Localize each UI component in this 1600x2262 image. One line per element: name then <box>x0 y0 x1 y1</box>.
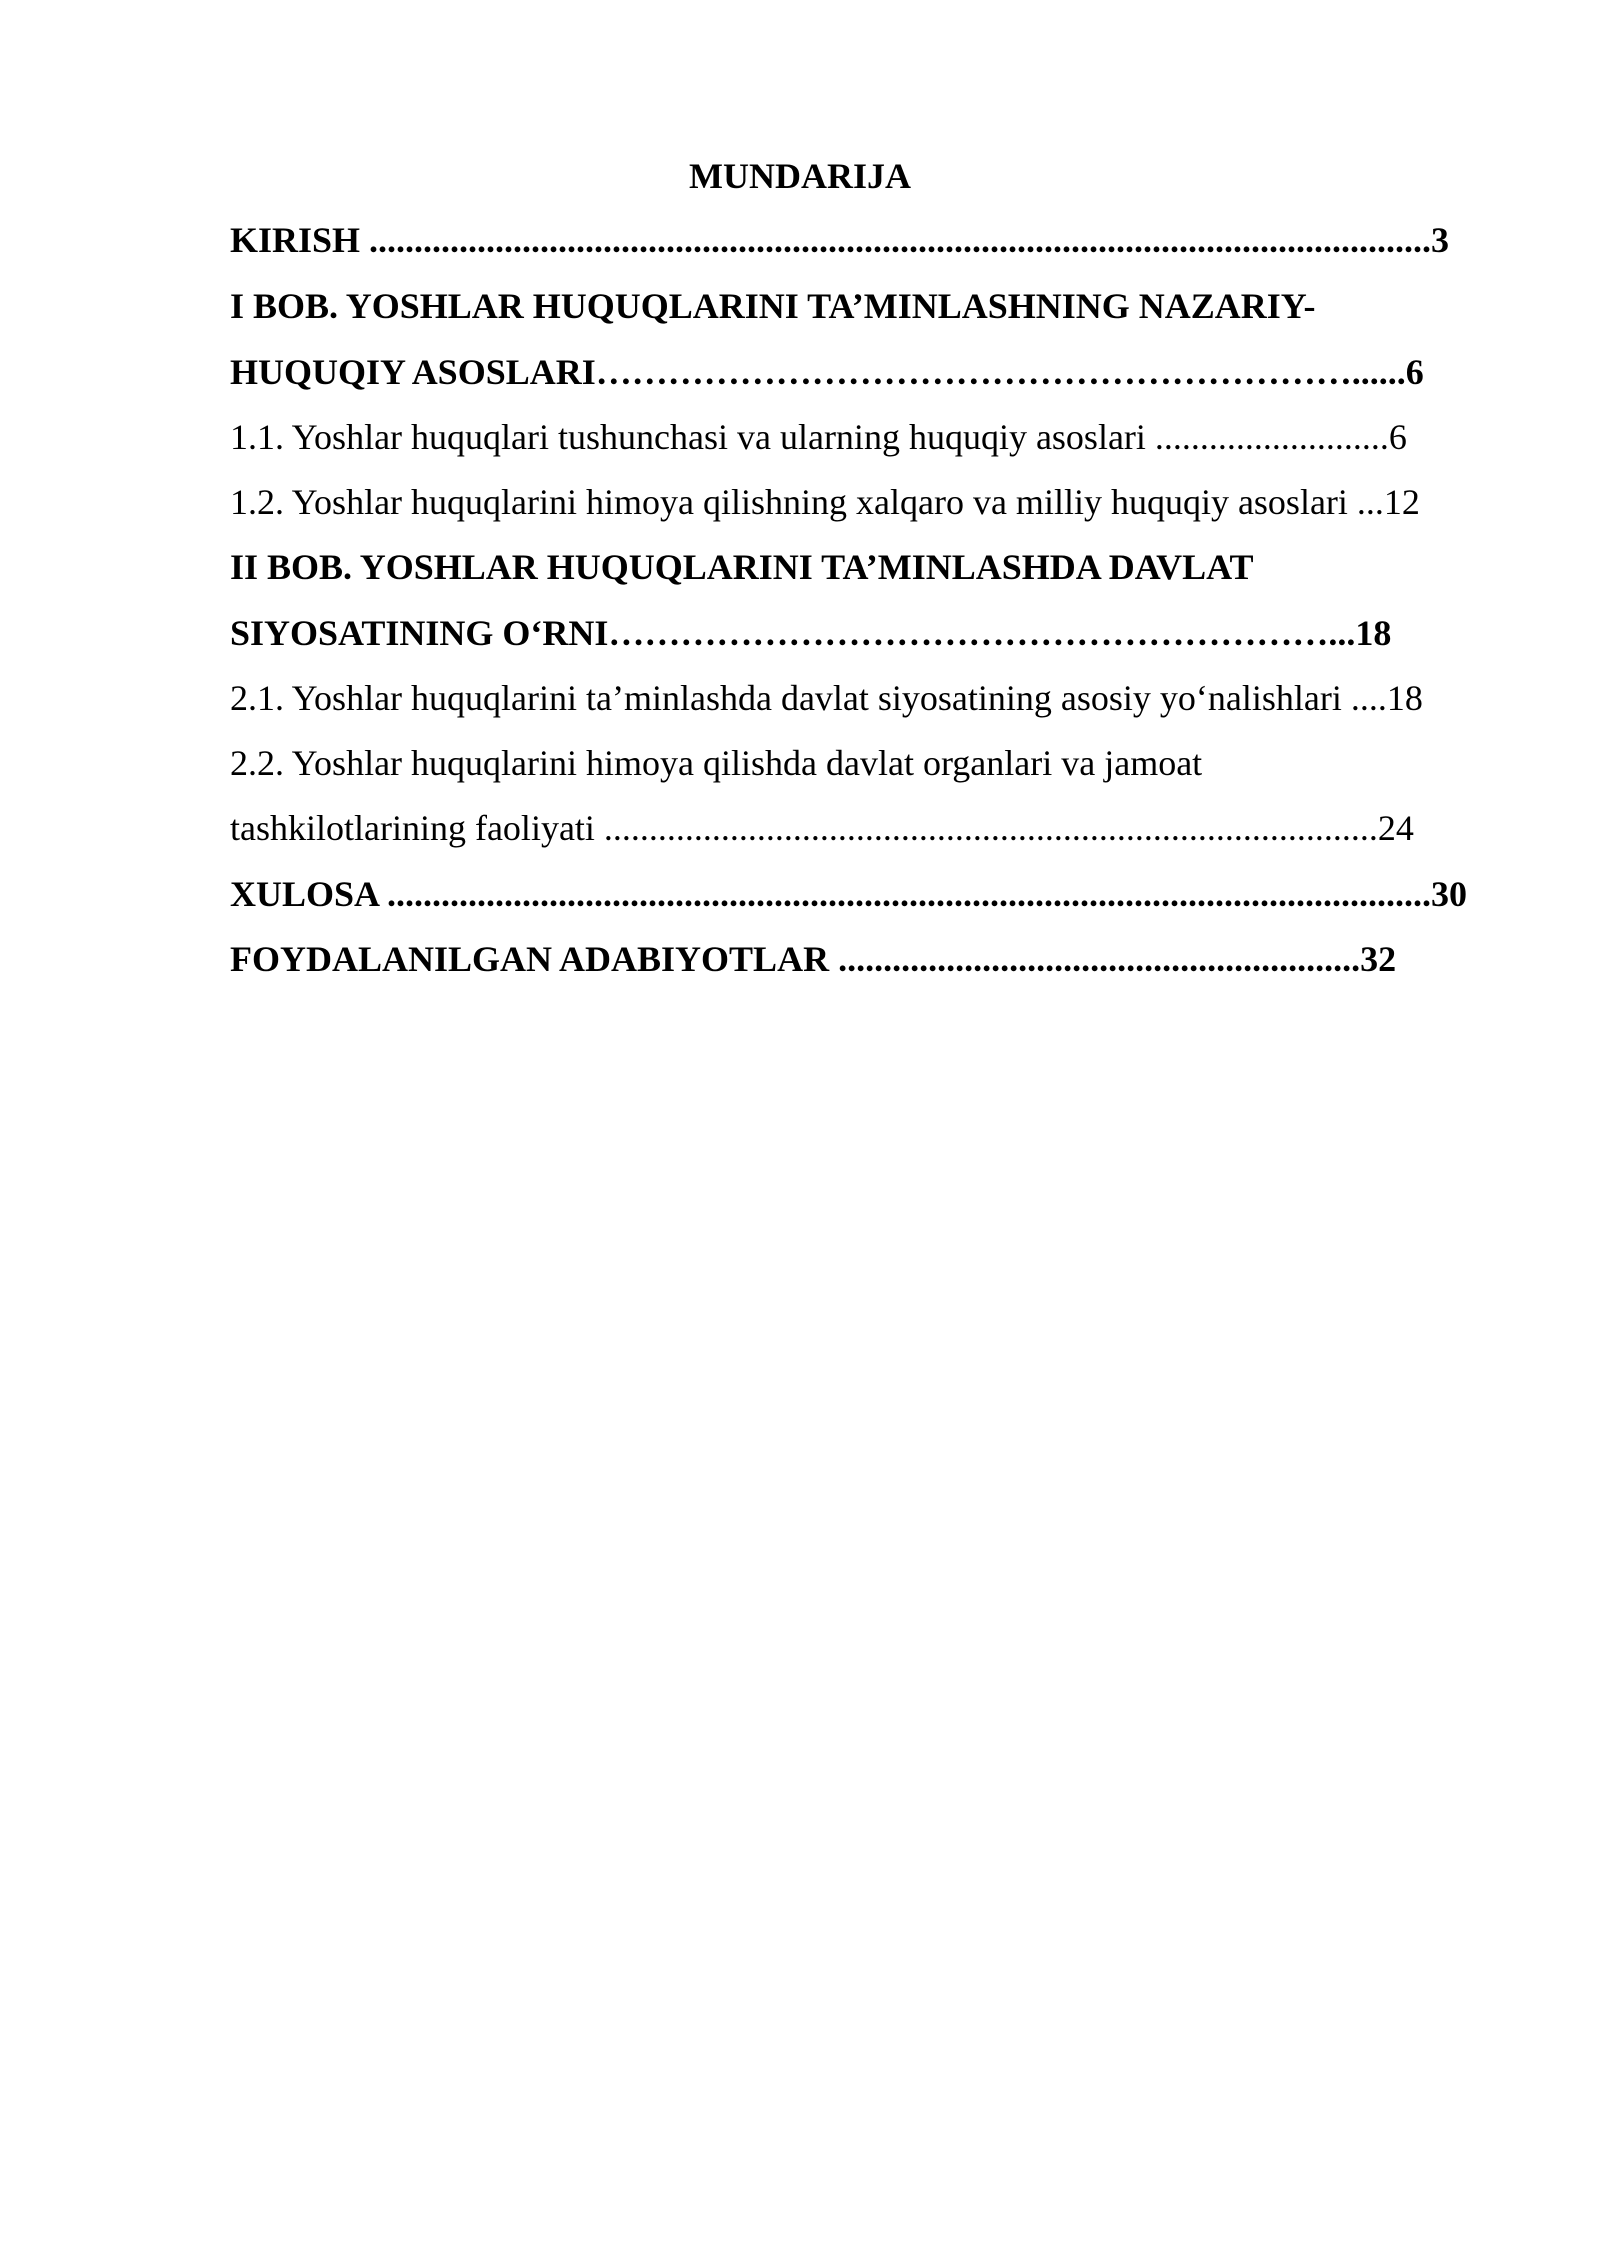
toc-entry-chapter-2-line-2: SIYOSATINING O‘RNI……………………………………………………...18 <box>230 613 1392 653</box>
toc-entry-chapter-1-line-1: I BOB. YOSHLAR HUQUQLARINI TA’MINLASHNING NAZARIY- <box>230 286 1316 326</box>
toc-entry-section-2-2-line-1: 2.2. Yoshlar huquqlarini himoya qilishda davlat organlari va jamoat <box>230 743 1203 783</box>
toc-entry-chapter-1-line-2: HUQUQIY ASOSLARI………………………………………………………......6 <box>230 352 1424 392</box>
toc-entry-section-1-1: 1.1. Yoshlar huquqlari tushunchasi va ularning huquqiy asoslari ..........................6 <box>230 417 1407 457</box>
toc-entry-xulosa: XULOSA ....................................................................................................................30 <box>230 874 1468 914</box>
toc-entry-chapter-2-line-1: II BOB. YOSHLAR HUQUQLARINI TA’MINLASHDA DAVLAT <box>230 547 1254 587</box>
toc-entry-kirish: KIRISH ......................................................................................................................3 <box>230 220 1450 260</box>
toc-entry-adabiyotlar: FOYDALANILGAN ADABIYOTLAR ..........................................................32 <box>230 939 1397 979</box>
toc-entry-section-2-1: 2.1. Yoshlar huquqlarini ta’minlashda davlat siyosatining asosiy yo‘nalishlari ....18 <box>230 678 1423 718</box>
toc-entry-section-1-2: 1.2. Yoshlar huquqlarini himoya qilishning xalqaro va milliy huquqiy asoslari ...12 <box>230 482 1420 522</box>
toc-entry-section-2-2-line-2: tashkilotlarining faoliyati ......................................................................................24 <box>230 808 1414 848</box>
page-title: MUNDARIJA <box>689 156 911 196</box>
